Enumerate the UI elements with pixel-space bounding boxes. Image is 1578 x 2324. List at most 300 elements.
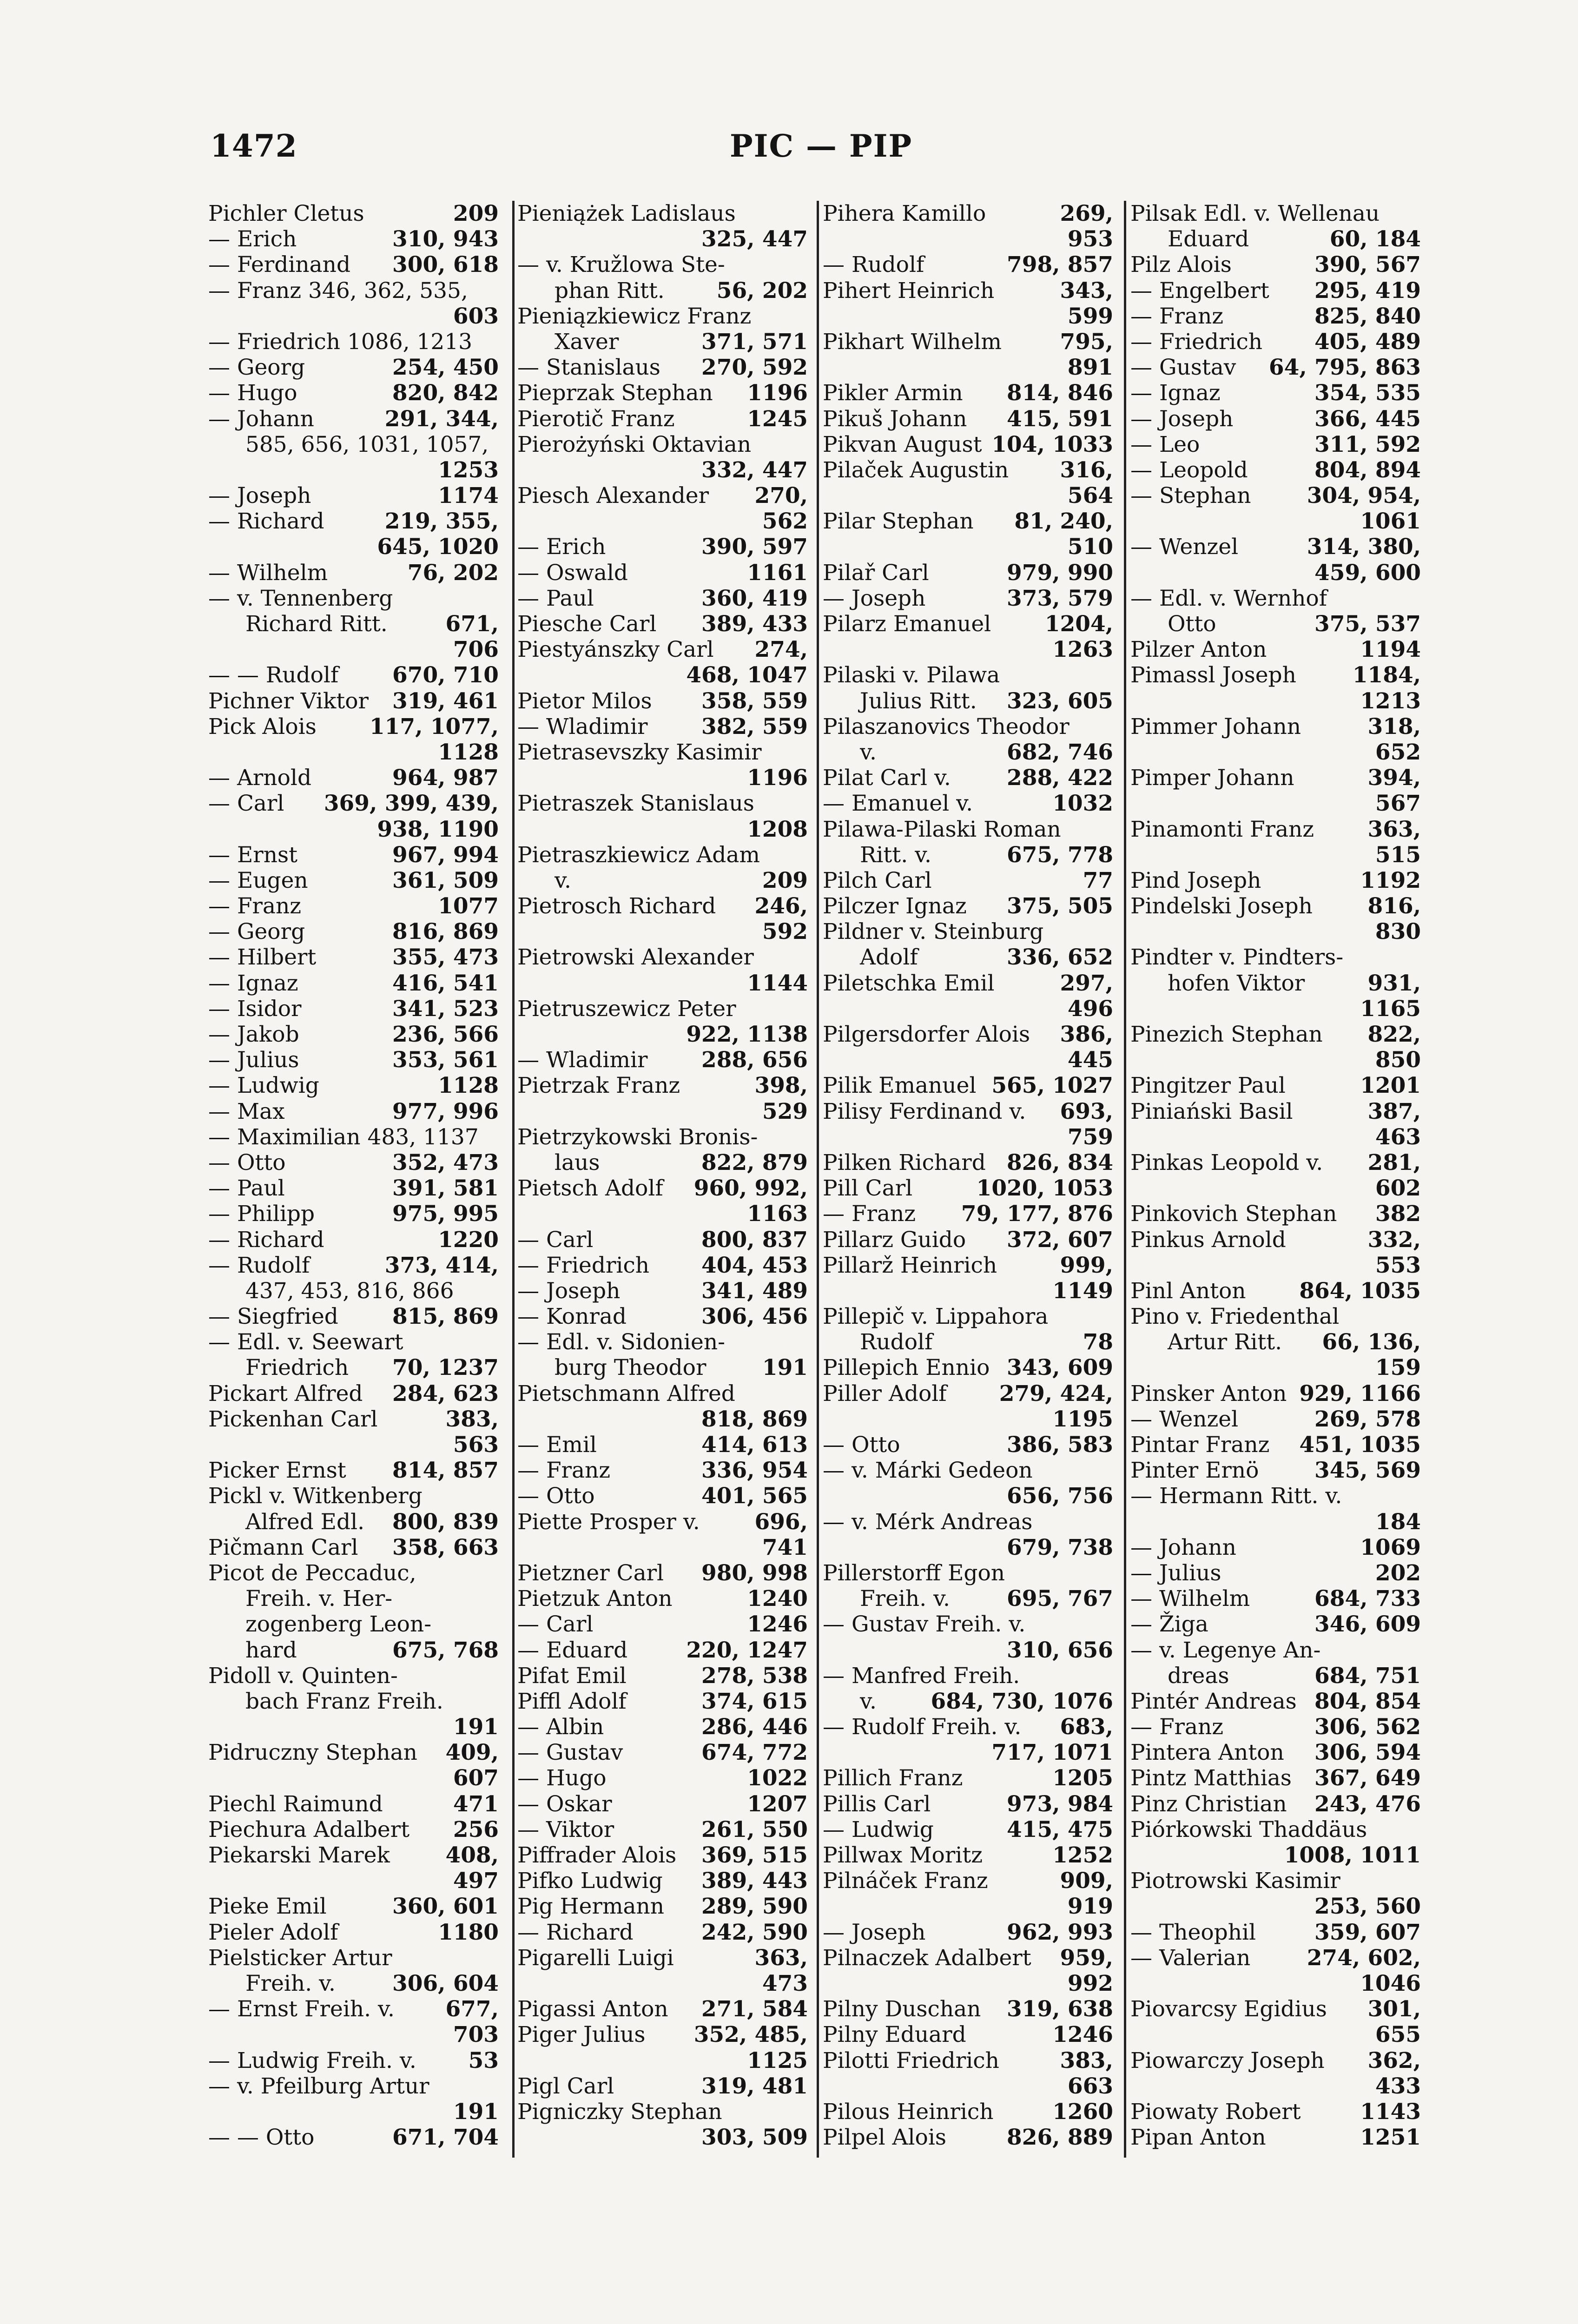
index-line: [823, 1483, 1113, 1509]
entry-name: Ritt. v.: [860, 842, 931, 868]
entry-name: Pifko Ludwig: [517, 1868, 663, 1894]
page-references: 79, 177, 876: [961, 1201, 1113, 1227]
entry-name: — Emanuel v.: [823, 791, 973, 817]
entry-name: Pidoll v. Quinten-: [208, 1663, 398, 1689]
index-line: [208, 1920, 499, 1945]
index-line: [1130, 1740, 1421, 1765]
index-line: [208, 791, 499, 816]
index-line: [208, 1432, 499, 1458]
page-references: 306, 562: [1314, 1714, 1421, 1740]
entry-name: laus: [555, 1149, 600, 1175]
index-line: [823, 2022, 1113, 2047]
index-line: [208, 1996, 499, 2022]
page-references: 938, 1190: [377, 816, 499, 842]
entry-name: — Maximilian 483, 1137: [208, 1124, 479, 1150]
entry-name: Pikvan August: [823, 431, 982, 457]
entry-name: Pindelski Joseph: [1130, 893, 1313, 919]
entry-name: Pilaszanovics Theodor: [823, 713, 1070, 739]
index-line: [823, 637, 1113, 662]
entry-name: — Franz 346, 362, 535,: [208, 277, 468, 304]
entry-name: Pintera Anton: [1130, 1740, 1284, 1766]
index-line: [517, 1022, 808, 1047]
page-references: 405, 489: [1314, 329, 1421, 355]
index-line: [1130, 868, 1421, 893]
page-references: 497: [453, 1868, 499, 1894]
entry-name: phan Ritt.: [555, 277, 665, 304]
index-line: [1130, 1791, 1421, 1817]
page-references: 679, 738: [1007, 1534, 1113, 1560]
entry-name: — Carl: [208, 791, 284, 817]
index-line: [208, 1329, 499, 1355]
index-line: [1130, 1894, 1421, 1919]
index-line: [517, 304, 808, 329]
page-references: 1128: [438, 1073, 499, 1099]
index-line: [517, 1304, 808, 1329]
index-line: [208, 1022, 499, 1047]
entry-name: Pichler Cletus: [208, 201, 364, 226]
index-line: [1130, 1971, 1421, 1996]
page-references: 373, 579: [1007, 585, 1113, 611]
page-references: 1205: [1052, 1765, 1113, 1791]
index-line: [1130, 944, 1421, 970]
index-line: [517, 1329, 808, 1355]
page-references: 408,: [445, 1842, 499, 1868]
page-references: 373, 414,: [384, 1252, 499, 1278]
index-line: [208, 329, 499, 355]
entry-name: Pikler Armin: [823, 380, 963, 406]
entry-name: Pičmann Carl: [208, 1534, 358, 1560]
index-line: [208, 1099, 499, 1124]
entry-name: Pigassi Anton: [517, 1996, 668, 2022]
entry-name: Pipan Anton: [1130, 2125, 1266, 2151]
page-references: 202: [1375, 1560, 1421, 1586]
page-references: 1032: [1052, 791, 1113, 817]
page-references: 390, 567: [1314, 252, 1421, 278]
index-line: [517, 226, 808, 252]
index-line: [1130, 1817, 1421, 1842]
index-line: [1130, 406, 1421, 432]
entry-name: Pillis Carl: [823, 1791, 931, 1817]
page-references: 104, 1033: [991, 431, 1113, 457]
page-references: 281,: [1367, 1149, 1421, 1175]
page-references: 301,: [1367, 1996, 1421, 2022]
index-line: [823, 1175, 1113, 1201]
page-references: 1194: [1360, 637, 1421, 663]
page-references: 269,: [1060, 201, 1113, 226]
page-references: 354, 535: [1314, 380, 1421, 406]
index-line: [517, 2048, 808, 2073]
page-references: 386, 583: [1007, 1432, 1113, 1458]
entry-name: Pinezich Stephan: [1130, 1022, 1323, 1047]
index-line: [517, 688, 808, 714]
entry-name: Pintér Andreas: [1130, 1688, 1297, 1714]
index-line: [517, 662, 808, 688]
index-line: [1130, 817, 1421, 842]
page-references: 818, 869: [701, 1406, 808, 1432]
page-references: 319, 481: [701, 2073, 808, 2099]
index-line: [517, 1740, 808, 1765]
index-line: [208, 278, 499, 304]
entry-name: — Franz: [517, 1458, 611, 1484]
index-line: [1130, 1586, 1421, 1611]
page-references: 78: [1083, 1329, 1113, 1355]
index-line: [208, 765, 499, 791]
index-line: [208, 534, 499, 560]
index-line: [1130, 355, 1421, 380]
entry-name: Piórkowski Thaddäus: [1130, 1816, 1367, 1842]
page-references: 209: [762, 867, 808, 893]
page-references: 804, 894: [1314, 457, 1421, 483]
index-line: [1130, 1920, 1421, 1945]
entry-name: Pidruczny Stephan: [208, 1740, 417, 1766]
entry-name: — Ludwig: [208, 1073, 319, 1099]
page-references: 804, 854: [1314, 1688, 1421, 1714]
page-references: 1245: [747, 406, 808, 432]
entry-name: Pilpel Alois: [823, 2125, 946, 2151]
page-references: 246,: [754, 893, 808, 919]
page-references: 56, 202: [716, 277, 808, 304]
index-line: [517, 1689, 808, 1714]
entry-name: Piette Prosper v.: [517, 1509, 700, 1535]
entry-name: Pietraszkiewicz Adam: [517, 842, 760, 868]
entry-name: hard: [245, 1637, 297, 1663]
page-references: 798, 857: [1007, 252, 1113, 278]
index-line: [517, 1637, 808, 1663]
page-references: 433: [1375, 2073, 1421, 2099]
entry-name: — Franz: [208, 893, 302, 919]
page-references: 336, 652: [1007, 944, 1113, 971]
index-line: [1130, 252, 1421, 277]
entry-name: — Carl: [517, 1227, 594, 1253]
page-references: 693,: [1060, 1098, 1113, 1124]
entry-name: Pichner Viktor: [208, 688, 369, 714]
entry-name: Piowarczy Joseph: [1130, 2047, 1325, 2073]
entry-name: Pilat Carl v.: [823, 765, 951, 791]
entry-name: Pickenhan Carl: [208, 1406, 378, 1432]
entry-name: — Eduard: [517, 1637, 628, 1663]
index-line: [1130, 1996, 1421, 2022]
entry-name: Pietsch Adolf: [517, 1175, 663, 1202]
index-line: [823, 817, 1113, 842]
entry-name: — Albin: [517, 1714, 604, 1740]
entry-name: Pilar Stephan: [823, 508, 974, 535]
page-references: 375, 505: [1007, 893, 1113, 919]
index-line: [1130, 1714, 1421, 1740]
index-line: [208, 1740, 499, 1765]
entry-name: — Edl. v. Wernhof: [1130, 585, 1327, 611]
entry-name: Adolf: [860, 944, 918, 971]
page-references: 683,: [1060, 1714, 1113, 1740]
page-references: 286, 446: [701, 1714, 808, 1740]
entry-name: Pillarž Heinrich: [823, 1252, 997, 1278]
entry-name: — Erich: [517, 534, 606, 560]
index-line: [208, 432, 499, 457]
page-references: 1046: [1360, 1970, 1421, 1996]
index-line: [517, 1714, 808, 1740]
entry-name: — Franz: [823, 1201, 916, 1227]
index-line: [823, 1227, 1113, 1253]
entry-name: — Stephan: [1130, 483, 1251, 509]
entry-name: — — Otto: [208, 2125, 315, 2151]
index-line: [517, 1920, 808, 1945]
index-line: [823, 1022, 1113, 1047]
entry-name: — Georg: [208, 355, 305, 381]
entry-name: Pinkus Arnold: [1130, 1227, 1286, 1253]
index-line: [517, 201, 808, 226]
index-line: [823, 1124, 1113, 1150]
index-line: [1130, 1458, 1421, 1483]
entry-name: Pill Carl: [823, 1175, 913, 1202]
index-line: [823, 1689, 1113, 1714]
page-references: 346, 609: [1314, 1611, 1421, 1637]
entry-name: Pietrasevszky Kasimir: [517, 739, 762, 765]
page-references: 219, 355,: [384, 508, 499, 535]
index-line: [1130, 971, 1421, 996]
page-references: 191: [453, 2099, 499, 2125]
index-line: [823, 1611, 1113, 1637]
index-line: [208, 406, 499, 432]
entry-name: — Ignaz: [1130, 380, 1221, 406]
index-line: [823, 2048, 1113, 2073]
entry-name: Pimassl Joseph: [1130, 662, 1296, 688]
index-line: [823, 1047, 1113, 1073]
page-references: 553: [1375, 1252, 1421, 1278]
index-line: [823, 483, 1113, 508]
page-references: 404, 453: [701, 1252, 808, 1278]
entry-name: Otto: [1168, 611, 1216, 637]
entry-name: v.: [860, 739, 877, 765]
page-references: 602: [1375, 1175, 1421, 1202]
entry-name: Eduard: [1168, 226, 1249, 252]
page-references: 822, 879: [701, 1149, 808, 1175]
entry-name: Pillerstorff Egon: [823, 1560, 1005, 1586]
index-line: [1130, 1637, 1421, 1663]
index-line: [517, 1535, 808, 1560]
index-line: [517, 1971, 808, 1996]
page-references: 656, 756: [1007, 1483, 1113, 1509]
index-line: [208, 2073, 499, 2099]
index-line: [208, 1894, 499, 1919]
index-line: [208, 637, 499, 662]
index-line: [208, 1586, 499, 1611]
index-column-2: [517, 201, 808, 2150]
page-references: 830: [1375, 919, 1421, 945]
page-references: 375, 537: [1314, 611, 1421, 637]
page-references: 288, 422: [1007, 765, 1113, 791]
entry-name: Pietraszek Stanislaus: [517, 791, 754, 817]
index-line: [1130, 739, 1421, 765]
index-line: [208, 1175, 499, 1201]
index-line: [208, 1355, 499, 1380]
entry-name: Pilnaczek Adalbert: [823, 1945, 1031, 1971]
page-references: 389, 443: [701, 1868, 808, 1894]
entry-name: Pillarz Guido: [823, 1227, 966, 1253]
index-line: [1130, 1304, 1421, 1329]
entry-name: Piniański Basil: [1130, 1098, 1293, 1124]
page-references: 371, 571: [701, 329, 808, 355]
index-line: [517, 739, 808, 765]
index-line: [1130, 1355, 1421, 1380]
page-references: 253, 560: [1314, 1894, 1421, 1920]
page-references: 243, 476: [1314, 1791, 1421, 1817]
page-references: 741: [762, 1534, 808, 1560]
page-references: 706: [453, 637, 499, 663]
index-line: [1130, 765, 1421, 791]
page-references: 64, 795, 863: [1268, 355, 1421, 381]
index-line: [1130, 714, 1421, 739]
entry-name: — Joseph: [208, 483, 311, 509]
entry-name: — Ludwig Freih. v.: [208, 2047, 416, 2073]
entry-name: Piesche Carl: [517, 611, 657, 637]
entry-name: Pilař Carl: [823, 560, 929, 586]
entry-name: — Otto: [517, 1483, 595, 1509]
entry-name: Piotrowski Kasimir: [1130, 1868, 1340, 1894]
entry-name: Artur Ritt.: [1168, 1329, 1282, 1355]
page-references: 677,: [445, 1996, 499, 2022]
entry-name: — Ludwig: [823, 1816, 934, 1842]
page-references: 816,: [1367, 893, 1421, 919]
entry-name: Pilarz Emanuel: [823, 611, 991, 637]
page-references: 390, 597: [701, 534, 808, 560]
index-line: [823, 1304, 1113, 1329]
index-line: [517, 842, 808, 868]
index-line: [517, 714, 808, 739]
entry-name: — Ernst: [208, 842, 297, 868]
page-references: 319, 461: [392, 688, 499, 714]
index-line: [208, 688, 499, 714]
page-references: 1161: [747, 560, 808, 586]
index-line: [208, 2022, 499, 2047]
entry-name: — Hugo: [517, 1765, 607, 1791]
index-line: [1130, 611, 1421, 637]
entry-name: — Joseph: [823, 1919, 926, 1945]
index-line: [208, 868, 499, 893]
index-line: [823, 1073, 1113, 1098]
entry-name: Pierożyński Oktavian: [517, 431, 752, 457]
index-line: [208, 2125, 499, 2150]
page-references: 117, 1077,: [369, 713, 499, 739]
page-references: 343,: [1060, 277, 1113, 304]
page-references: 459, 600: [1314, 560, 1421, 586]
index-line: [517, 1073, 808, 1098]
index-line: [517, 2022, 808, 2047]
page-references: 352, 473: [392, 1149, 499, 1175]
entry-name: — Friedrich 1086, 1213: [208, 329, 473, 355]
index-line: [208, 1817, 499, 1842]
page-references: 332,: [1367, 1227, 1421, 1253]
index-line: [208, 1535, 499, 1560]
page-references: 496: [1067, 996, 1113, 1022]
index-line: [823, 662, 1113, 688]
index-line: [517, 355, 808, 380]
page-references: 979, 990: [1007, 560, 1113, 586]
entry-name: Pierotič Franz: [517, 406, 675, 432]
page-references: 967, 994: [392, 842, 499, 868]
entry-name: — Paul: [208, 1175, 285, 1202]
index-line: [1130, 1765, 1421, 1791]
entry-name: Pigarelli Luigi: [517, 1945, 674, 1971]
index-line: [1130, 1611, 1421, 1637]
index-line: [517, 1406, 808, 1432]
index-line: [1130, 1381, 1421, 1406]
index-line: [823, 688, 1113, 714]
page-references: 383,: [1060, 2047, 1113, 2073]
page-references: 1022: [747, 1765, 808, 1791]
index-line: [517, 1432, 808, 1458]
index-line: [1130, 1663, 1421, 1689]
entry-name: — Julius: [1130, 1560, 1221, 1586]
index-line: [517, 1663, 808, 1689]
index-line: [1130, 1022, 1421, 1047]
index-line: [1130, 432, 1421, 457]
index-line: [1130, 226, 1421, 252]
page-references: 1213: [1360, 688, 1421, 714]
entry-name: Pinamonti Franz: [1130, 816, 1314, 842]
page-references: 279, 424,: [999, 1380, 1113, 1406]
entry-name: Pimmer Johann: [1130, 713, 1301, 739]
page-references: 269, 578: [1314, 1406, 1421, 1432]
page-references: 306, 604: [392, 1970, 499, 1996]
entry-name: Freih. v.: [245, 1970, 336, 1996]
entry-name: Pifat Emil: [517, 1663, 627, 1689]
index-line: [208, 1047, 499, 1073]
page-references: 684, 751: [1314, 1663, 1421, 1689]
page-references: 306, 594: [1314, 1740, 1421, 1766]
entry-name: — Oskar: [517, 1791, 612, 1817]
page-references: 295, 419: [1314, 277, 1421, 304]
entry-name: — Ignaz: [208, 970, 298, 996]
entry-name: Pilczer Ignaz: [823, 893, 967, 919]
index-line: [1130, 534, 1421, 560]
index-line: [823, 432, 1113, 457]
index-line: [823, 1945, 1113, 1971]
entry-name: — Richard: [208, 1227, 324, 1253]
entry-name: — v. Legenye An-: [1130, 1637, 1321, 1663]
index-line: [208, 1560, 499, 1586]
index-line: [823, 1894, 1113, 1919]
entry-name: Pickart Alfred: [208, 1380, 363, 1406]
index-line: [823, 534, 1113, 560]
page-references: 931,: [1367, 970, 1421, 996]
entry-name: Pietrzykowski Bronis-: [517, 1124, 758, 1150]
index-line: [208, 919, 499, 944]
index-line: [823, 1842, 1113, 1868]
entry-name: — Johann: [1130, 1534, 1236, 1560]
index-line: [823, 586, 1113, 611]
entry-name: Alfred Edl.: [245, 1509, 365, 1535]
page-references: 341, 523: [392, 996, 499, 1022]
page-references: 684, 730, 1076: [931, 1688, 1113, 1714]
index-line: [208, 201, 499, 226]
index-line: [517, 457, 808, 483]
index-line: [823, 278, 1113, 304]
index-line: [823, 611, 1113, 637]
entry-name: Pietschmann Alfred: [517, 1380, 735, 1406]
entry-name: — Rudolf: [208, 1252, 310, 1278]
index-line: [823, 868, 1113, 893]
index-line: [823, 714, 1113, 739]
page-references: 1144: [747, 970, 808, 996]
page-references: 1260: [1052, 2099, 1113, 2125]
index-line: [208, 1689, 499, 1714]
index-line: [1130, 1073, 1421, 1098]
entry-name: Piesch Alexander: [517, 483, 709, 509]
entry-name: — Rudolf: [823, 252, 924, 278]
entry-name: Pintz Matthias: [1130, 1765, 1292, 1791]
index-line: [823, 1765, 1113, 1791]
entry-name: Pilaček Augustin: [823, 457, 1009, 483]
page-references: 159: [1375, 1355, 1421, 1381]
